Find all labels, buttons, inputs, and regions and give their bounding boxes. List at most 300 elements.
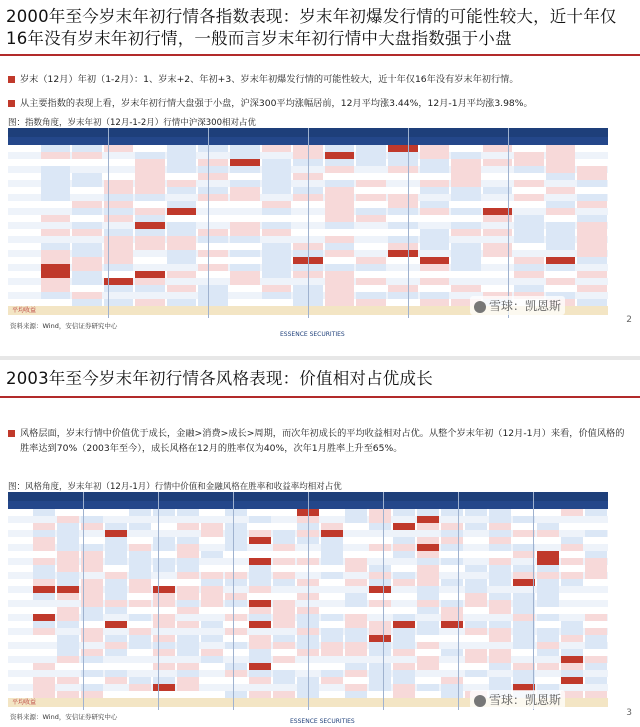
- table-cell-shade: [417, 628, 439, 635]
- table-cell-shade: [325, 292, 355, 299]
- table-cell-shade: [489, 579, 511, 586]
- table-cell-shade: [356, 215, 386, 222]
- table-cell-shade: [420, 152, 450, 159]
- table-cell-shade: [514, 152, 544, 159]
- table-cell-shade: [81, 551, 103, 558]
- table-cell-shade: [230, 229, 260, 236]
- table-cell-shade: [465, 649, 487, 656]
- table-cell-shade: [393, 523, 415, 530]
- table-cell-shade: [273, 537, 295, 544]
- table-cell-shade: [451, 166, 481, 173]
- slide2-title: 2003年至今岁末年初行情各风格表现：价值相对占优成长: [6, 369, 433, 388]
- table-cell-shade: [41, 243, 71, 250]
- table-cell-shade: [33, 621, 55, 628]
- table-cell-shade: [546, 229, 576, 236]
- table-cell-shade: [105, 621, 127, 628]
- table-cell-shade: [249, 677, 271, 684]
- table-cell-shade: [57, 523, 79, 530]
- table-cell-shade: [249, 614, 271, 621]
- table-cell-shade: [489, 572, 511, 579]
- table-cell-shade: [345, 600, 367, 607]
- table-cell-shade: [135, 236, 165, 243]
- slide-indices: [0, 0, 640, 356]
- table-cell-shade: [321, 670, 343, 677]
- table-cell-shade: [537, 635, 559, 642]
- table-cell-shade: [41, 152, 71, 159]
- table-cell-shade: [129, 614, 151, 621]
- table-cell-shade: [230, 145, 260, 152]
- table-cell-shade: [537, 642, 559, 649]
- table-cell-shade: [167, 243, 197, 250]
- table-cell-shade: [177, 600, 199, 607]
- table-cell-shade: [81, 614, 103, 621]
- table-cell-shade: [420, 243, 450, 250]
- table-cell-shade: [198, 194, 228, 201]
- table-cell-shade: [585, 551, 607, 558]
- table-cell-shade: [135, 271, 165, 278]
- table-cell-shade: [451, 173, 481, 180]
- table-cell-shade: [33, 544, 55, 551]
- table-cell-shade: [57, 558, 79, 565]
- group-divider: [533, 492, 534, 710]
- table-cell-shade: [167, 285, 197, 292]
- table-cell-shade: [388, 243, 418, 250]
- table-cell-shade: [230, 159, 260, 166]
- table-cell-shade: [167, 208, 197, 215]
- table-cell-shade: [577, 285, 607, 292]
- table-cell-shade: [513, 579, 535, 586]
- table-cell-shade: [356, 278, 386, 285]
- table-cell-shade: [325, 152, 355, 159]
- table-cell-shade: [417, 565, 439, 572]
- table-cell-shade: [489, 649, 511, 656]
- table-cell-shade: [514, 236, 544, 243]
- table-cell-shade: [167, 257, 197, 264]
- table-cell-shade: [198, 250, 228, 257]
- table-cell-shade: [451, 180, 481, 187]
- table-cell-shade: [81, 635, 103, 642]
- table-cell-shade: [393, 663, 415, 670]
- table-cell-shade: [153, 565, 175, 572]
- table-cell-shade: [41, 264, 71, 271]
- table-cell-shade: [153, 677, 175, 684]
- table-cell-shade: [72, 292, 102, 299]
- table-cell-shade: [153, 635, 175, 642]
- table-cell-shade: [177, 558, 199, 565]
- table-cell-shade: [129, 600, 151, 607]
- table-cell-shade: [561, 670, 583, 677]
- table-cell-shade: [81, 565, 103, 572]
- table-cell-shade: [135, 173, 165, 180]
- bullet-square-icon: [8, 430, 15, 437]
- table-cell-shade: [325, 250, 355, 257]
- table-cell-shade: [369, 684, 391, 691]
- table-cell-shade: [105, 537, 127, 544]
- table-cell-shade: [33, 579, 55, 586]
- table-cell-shade: [465, 621, 487, 628]
- table-cell-shade: [345, 621, 367, 628]
- table-cell-shade: [249, 621, 271, 628]
- table-cell-shade: [129, 558, 151, 565]
- bullet-text: 风格层面，岁末行情中价值优于成长，金融>消费>成长>周期，而次年初成长的平均收益相对占优。从整个岁末年初（12月-1月）来看，价值风格的胜率达到70%（2003年至今），成长风格在12月的胜率仅为40%，次年1月胜率上升至65%。: [20, 428, 625, 454]
- table-cell-shade: [369, 579, 391, 586]
- group-divider: [108, 128, 109, 318]
- table-cell-shade: [33, 586, 55, 593]
- table-cell-shade: [262, 243, 292, 250]
- table-cell-shade: [345, 628, 367, 635]
- table-cell-shade: [325, 194, 355, 201]
- table-cell-shade: [262, 173, 292, 180]
- table-cell-shade: [230, 194, 260, 201]
- table-cell-shade: [262, 292, 292, 299]
- styles-table: [8, 492, 608, 710]
- table-cell-shade: [321, 677, 343, 684]
- table-cell-shade: [561, 544, 583, 551]
- table-cell-shade: [225, 663, 247, 670]
- table-cell-shade: [417, 642, 439, 649]
- table-cell-shade: [325, 222, 355, 229]
- table-cell-shade: [537, 579, 559, 586]
- table-cell-shade: [153, 663, 175, 670]
- table-cell-shade: [325, 285, 355, 292]
- table-cell-shade: [356, 264, 386, 271]
- table-cell-shade: [420, 278, 450, 285]
- table-cell-shade: [577, 229, 607, 236]
- table-cell-shade: [262, 250, 292, 257]
- table-cell-shade: [129, 586, 151, 593]
- table-cell-shade: [153, 600, 175, 607]
- table-cell-shade: [177, 537, 199, 544]
- table-cell-shade: [273, 579, 295, 586]
- table-cell-shade: [577, 299, 607, 306]
- table-cell-shade: [513, 635, 535, 642]
- table-cell-shade: [537, 572, 559, 579]
- group-divider: [208, 128, 209, 318]
- group-divider: [458, 492, 459, 710]
- table-cell-shade: [345, 691, 367, 698]
- table-cell-shade: [135, 285, 165, 292]
- table-cell-shade: [345, 642, 367, 649]
- brand-text: ESSENCE SECURITIES: [280, 331, 345, 338]
- table-cell-shade: [177, 544, 199, 551]
- table-cell-shade: [230, 236, 260, 243]
- table-cell-shade: [417, 586, 439, 593]
- table-cell-shade: [561, 579, 583, 586]
- table-cell-shade: [417, 684, 439, 691]
- table-cell-shade: [325, 264, 355, 271]
- table-cell-shade: [585, 642, 607, 649]
- table-cell-shade: [273, 600, 295, 607]
- table-cell-shade: [105, 558, 127, 565]
- table-cell-shade: [489, 628, 511, 635]
- table-cell-shade: [369, 523, 391, 530]
- table-cell-shade: [81, 544, 103, 551]
- table-cell-shade: [177, 593, 199, 600]
- table-cell-shade: [513, 621, 535, 628]
- table-cell-shade: [393, 572, 415, 579]
- table-cell-shade: [393, 509, 415, 516]
- indices-table: [8, 128, 608, 318]
- table-cell-shade: [249, 537, 271, 544]
- table-cell-shade: [177, 586, 199, 593]
- table-cell-shade: [420, 292, 450, 299]
- table-cell-shade: [561, 621, 583, 628]
- table-cell-shade: [546, 243, 576, 250]
- table-cell-shade: [57, 621, 79, 628]
- table-cell-shade: [546, 201, 576, 208]
- table-cell-shade: [225, 523, 247, 530]
- table-cell-shade: [561, 509, 583, 516]
- table-cell-shade: [451, 264, 481, 271]
- table-cell-shade: [262, 285, 292, 292]
- table-cell-shade: [167, 229, 197, 236]
- table-cell-shade: [105, 593, 127, 600]
- table-cell-shade: [369, 509, 391, 516]
- table-cell-shade: [135, 299, 165, 306]
- table-cell-shade: [489, 565, 511, 572]
- table-cell-shade: [33, 677, 55, 684]
- table-cell-shade: [225, 593, 247, 600]
- table-cell-shade: [249, 586, 271, 593]
- table-cell-shade: [514, 166, 544, 173]
- table-cell-shade: [489, 635, 511, 642]
- table-cell-shade: [369, 516, 391, 523]
- table-cell-shade: [393, 551, 415, 558]
- table-cell-shade: [135, 180, 165, 187]
- table-cell-shade: [262, 208, 292, 215]
- table-cell-shade: [198, 145, 228, 152]
- table-cell-shade: [345, 663, 367, 670]
- table-cell-shade: [561, 677, 583, 684]
- table-cell-shade: [177, 509, 199, 516]
- table-cell-shade: [249, 530, 271, 537]
- table-cell-shade: [417, 509, 439, 516]
- table-cell-shade: [417, 663, 439, 670]
- table-cell-shade: [135, 152, 165, 159]
- table-cell-shade: [167, 250, 197, 257]
- table-cell-shade: [81, 579, 103, 586]
- table-cell-shade: [273, 677, 295, 684]
- table-cell-shade: [57, 551, 79, 558]
- table-cell-shade: [546, 208, 576, 215]
- table-cell-shade: [417, 593, 439, 600]
- table-cell-shade: [585, 663, 607, 670]
- table-cell-shade: [105, 530, 127, 537]
- group-divider: [308, 128, 309, 318]
- table-cell-shade: [225, 579, 247, 586]
- table-cell-shade: [489, 516, 511, 523]
- table-cell-shade: [230, 250, 260, 257]
- table-cell-shade: [513, 677, 535, 684]
- table-cell-shade: [465, 593, 487, 600]
- table-cell-shade: [489, 509, 511, 516]
- table-cell-shade: [262, 159, 292, 166]
- table-cell-shade: [388, 292, 418, 299]
- table-cell-shade: [441, 677, 463, 684]
- table-cell-shade: [441, 614, 463, 621]
- table-cell-shade: [105, 572, 127, 579]
- table-cell-shade: [33, 614, 55, 621]
- watermark: [470, 690, 565, 709]
- table-cell-shade: [388, 201, 418, 208]
- table-cell-shade: [465, 600, 487, 607]
- table-cell-shade: [135, 243, 165, 250]
- table-cell-shade: [153, 586, 175, 593]
- table-cell-shade: [177, 523, 199, 530]
- table-cell-shade: [417, 656, 439, 663]
- table-cell-shade: [345, 649, 367, 656]
- table-cell-shade: [420, 264, 450, 271]
- table-cell-shade: [321, 614, 343, 621]
- watermark-text: 雪球：凯恩斯: [489, 693, 562, 707]
- table-cell-shade: [81, 691, 103, 698]
- table-cell-shade: [201, 635, 223, 642]
- bullet-text: 从主要指数的表现上看，岁末年初行情大盘强于小盘，沪深300平均涨幅居前，12月平均涨3.44%，12月-1月平均涨3.98%。: [20, 98, 533, 109]
- table-cell-shade: [388, 166, 418, 173]
- table-cell-shade: [129, 635, 151, 642]
- table-cell-shade: [262, 229, 292, 236]
- table-cell-shade: [225, 691, 247, 698]
- table-cell-shade: [57, 530, 79, 537]
- table-cell-shade: [393, 635, 415, 642]
- group-divider: [383, 492, 384, 710]
- table-cell-shade: [57, 656, 79, 663]
- table-cell-shade: [198, 187, 228, 194]
- table-cell-shade: [153, 642, 175, 649]
- table-cell-shade: [57, 677, 79, 684]
- table-cell-shade: [537, 586, 559, 593]
- table-cell-shade: [441, 523, 463, 530]
- table-cell-shade: [393, 691, 415, 698]
- table-cell-shade: [388, 208, 418, 215]
- table-cell-shade: [546, 173, 576, 180]
- table-cell-shade: [420, 257, 450, 264]
- table-cell-shade: [167, 180, 197, 187]
- table-cell-shade: [72, 229, 102, 236]
- table-cell-shade: [345, 579, 367, 586]
- table-cell-shade: [546, 222, 576, 229]
- table-cell-shade: [201, 572, 223, 579]
- table-cell-shade: [201, 649, 223, 656]
- table-cell-shade: [198, 292, 228, 299]
- table-cell-shade: [577, 180, 607, 187]
- table-cell-shade: [356, 159, 386, 166]
- table-cell-shade: [273, 572, 295, 579]
- table-cell-shade: [513, 530, 535, 537]
- page-number: 2: [626, 315, 632, 325]
- table-cell-shade: [177, 607, 199, 614]
- table-cell-shade: [393, 614, 415, 621]
- table-cell-shade: [577, 236, 607, 243]
- table-cell-shade: [153, 558, 175, 565]
- table-cell-shade: [57, 649, 79, 656]
- table-cell-shade: [201, 586, 223, 593]
- table-cell-shade: [489, 677, 511, 684]
- table-cell-shade: [57, 614, 79, 621]
- table-cell-shade: [577, 173, 607, 180]
- table-cell-shade: [201, 551, 223, 558]
- table-cell-shade: [325, 278, 355, 285]
- table-cell-shade: [369, 663, 391, 670]
- table-cell-shade: [249, 579, 271, 586]
- table-cell-shade: [388, 152, 418, 159]
- table-cell-shade: [325, 208, 355, 215]
- table-cell-shade: [273, 544, 295, 551]
- table-cell-shade: [345, 614, 367, 621]
- table-cell-shade: [577, 250, 607, 257]
- table-cell-shade: [249, 642, 271, 649]
- table-cell-shade: [561, 656, 583, 663]
- table-cell-shade: [201, 579, 223, 586]
- table-cell-shade: [41, 173, 71, 180]
- table-cell-shade: [546, 166, 576, 173]
- table-cell-shade: [81, 516, 103, 523]
- page-number: 3: [626, 708, 632, 718]
- table-cell-shade: [420, 159, 450, 166]
- table-cell-shade: [325, 159, 355, 166]
- table-cell-shade: [225, 537, 247, 544]
- table-cell-shade: [420, 187, 450, 194]
- watermark-text: 雪球：凯恩斯: [489, 299, 562, 313]
- slide1-caption: 图：指数角度，岁末年初（12月-1-2月）行情中沪深300相对占优: [8, 118, 256, 128]
- table-cell-shade: [249, 656, 271, 663]
- slide-styles: [0, 360, 640, 727]
- table-cell-shade: [321, 642, 343, 649]
- table-cell-shade: [561, 572, 583, 579]
- table-cell-shade: [356, 145, 386, 152]
- table-cell-shade: [129, 642, 151, 649]
- table-cell-shade: [514, 215, 544, 222]
- table-cell-shade: [465, 565, 487, 572]
- table-cell-shade: [225, 670, 247, 677]
- table-cell-shade: [81, 586, 103, 593]
- table-cell-shade: [33, 593, 55, 600]
- table-cell-shade: [41, 229, 71, 236]
- table-cell-shade: [72, 257, 102, 264]
- table-cell-shade: [388, 250, 418, 257]
- table-cell-shade: [153, 614, 175, 621]
- table-cell-shade: [345, 593, 367, 600]
- table-cell-shade: [153, 621, 175, 628]
- table-cell-shade: [153, 684, 175, 691]
- table-cell-shade: [57, 593, 79, 600]
- table-cell-shade: [177, 684, 199, 691]
- table-cell-shade: [230, 180, 260, 187]
- group-divider: [508, 128, 509, 318]
- table-cell-shade: [135, 229, 165, 236]
- table-cell-shade: [129, 677, 151, 684]
- table-cell-shade: [249, 649, 271, 656]
- table-cell-shade: [441, 621, 463, 628]
- table-cell-shade: [41, 292, 71, 299]
- table-cell-shade: [72, 201, 102, 208]
- table-cell-shade: [546, 187, 576, 194]
- table-cell-shade: [72, 278, 102, 285]
- table-cell-shade: [177, 551, 199, 558]
- table-cell-shade: [585, 530, 607, 537]
- table-cell-shade: [41, 285, 71, 292]
- table-cell-shade: [57, 635, 79, 642]
- table-cell-shade: [513, 642, 535, 649]
- table-cell-shade: [537, 551, 559, 558]
- table-cell-shade: [585, 691, 607, 698]
- table-cell-shade: [105, 544, 127, 551]
- table-cell-shade: [420, 299, 450, 306]
- table-cell-shade: [198, 236, 228, 243]
- table-cell-shade: [129, 565, 151, 572]
- table-cell-shade: [561, 649, 583, 656]
- table-cell-shade: [325, 145, 355, 152]
